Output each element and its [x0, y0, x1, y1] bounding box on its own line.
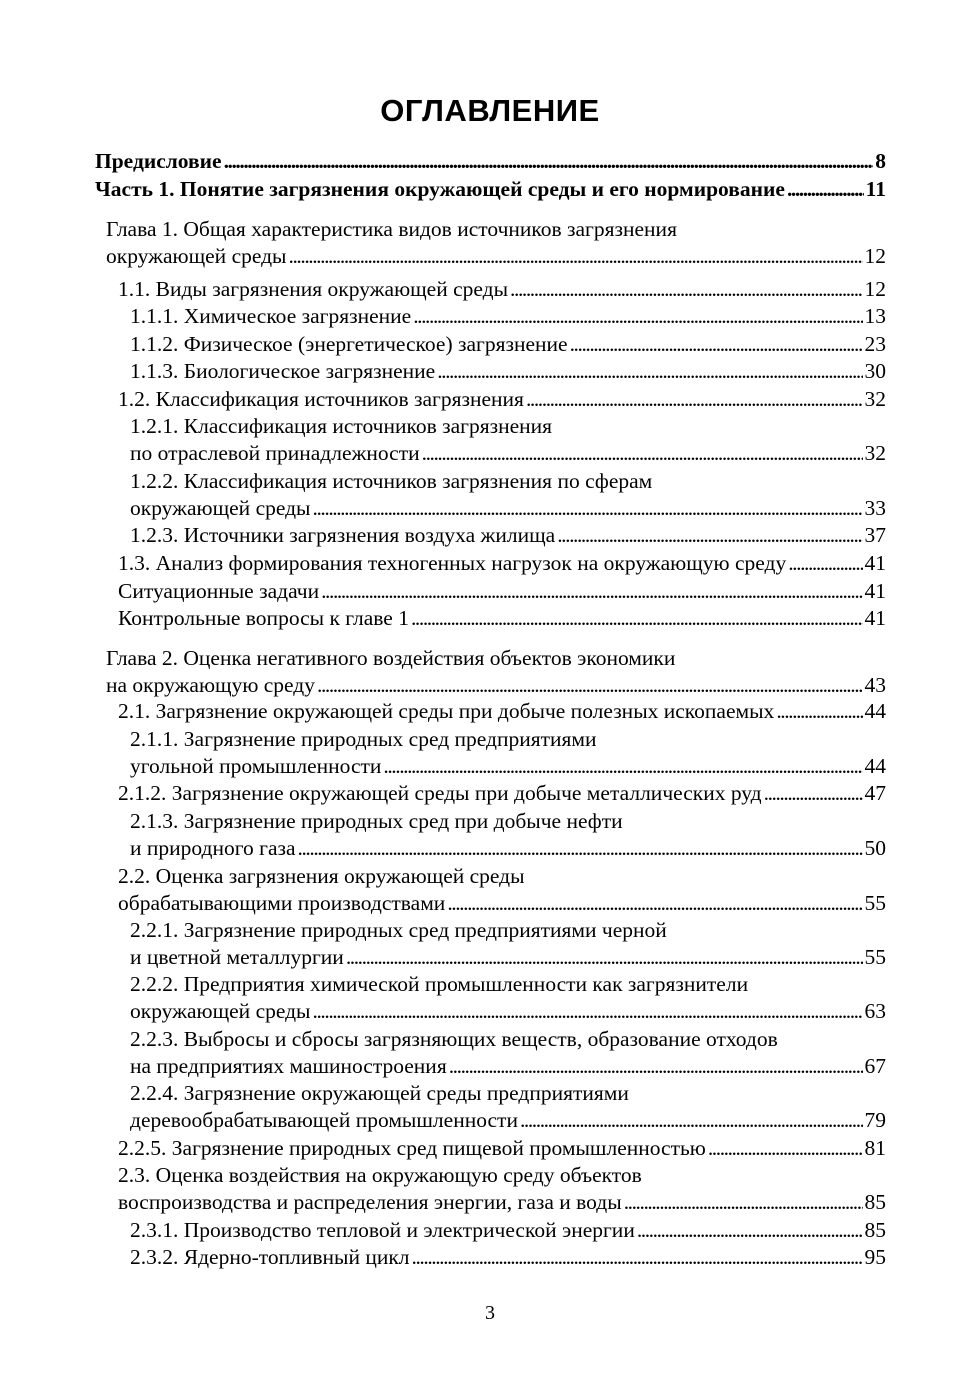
- toc-entry-page: 85: [864, 1218, 886, 1242]
- dot-leader: [437, 358, 862, 385]
- toc-entry[interactable]: [118, 550, 886, 577]
- toc-entry-page: 41: [864, 606, 886, 630]
- toc-entry-row: [118, 1189, 886, 1216]
- toc-entry-title-line: 2.2.2. Предприятия химической промышленности как загрязнители: [130, 972, 749, 996]
- toc-entry-title: по отраслевой принадлежности: [130, 441, 420, 465]
- toc-entry-page: 8: [875, 149, 886, 173]
- toc-entry-row: [130, 1053, 886, 1080]
- toc-entry-page: 12: [864, 277, 886, 301]
- toc-entry-row: [130, 331, 886, 358]
- toc-entry-page: 67: [864, 1054, 886, 1078]
- toc-entry[interactable]: [118, 276, 886, 303]
- toc-entry[interactable]: [130, 331, 886, 358]
- toc-entry[interactable]: [95, 176, 886, 203]
- toc-entry-title-line: Глава 2. Оценка негативного воздействия объектов экономики: [106, 646, 676, 670]
- toc-entry-row: [130, 358, 886, 385]
- toc-entry[interactable]: [118, 780, 886, 807]
- toc-entry-page: 44: [864, 699, 886, 723]
- toc-entry-title: на окружающую среду: [106, 673, 315, 697]
- toc-entry-row: [118, 578, 886, 605]
- toc-entry[interactable]: [130, 468, 886, 522]
- toc-entry-title: Ситуационные задачи: [118, 579, 320, 603]
- toc-entry[interactable]: [118, 605, 886, 632]
- toc-entry-title: деревообрабатывающей промышленности: [130, 1108, 518, 1132]
- toc-entry[interactable]: [130, 522, 886, 549]
- toc-entry-page: 95: [864, 1245, 886, 1269]
- dot-leader: [317, 672, 863, 699]
- toc-entry-row: [130, 495, 886, 522]
- toc-entry-title: 1.1.1. Химическое загрязнение: [130, 304, 412, 328]
- toc-entry-page: 37: [864, 523, 886, 547]
- toc-entry-page: 63: [864, 999, 886, 1023]
- toc-entry-row: [118, 890, 886, 917]
- toc-entry-title: Предисловие: [95, 149, 222, 173]
- dot-leader: [412, 1244, 863, 1271]
- toc-entry-page: 43: [864, 673, 886, 697]
- toc-entry-page: 55: [864, 945, 886, 969]
- toc-entry-page: 32: [864, 441, 886, 465]
- toc-entry-title-line: 2.2.1. Загрязнение природных сред предприятиями черной: [130, 918, 667, 942]
- toc-entry-title: 2.1.2. Загрязнение окружающей среды при добыче металлических руд: [118, 781, 762, 805]
- toc-entry-title: 1.2. Классификация источников загрязнения: [118, 387, 524, 411]
- toc-entry-page: 81: [864, 1136, 886, 1160]
- toc-entry-page: 12: [864, 244, 886, 268]
- toc-entry-row: [130, 1217, 886, 1244]
- toc-entry-title: Контрольные вопросы к главе 1: [118, 606, 409, 630]
- toc-entry[interactable]: [130, 358, 886, 385]
- toc-entry-title-line: 1.2.1. Классификация источников загрязнения: [130, 414, 553, 438]
- toc-entry-row: [130, 522, 886, 549]
- dot-leader: [510, 276, 862, 303]
- toc-entry-title: 1.2.3. Источники загрязнения воздуха жилища: [130, 523, 556, 547]
- toc-entry-row: [118, 386, 886, 413]
- toc-entry-title: угольной промышленности: [130, 754, 382, 778]
- toc-entry-row: [130, 1107, 886, 1134]
- page-title: ОГЛАВЛЕНИЕ: [380, 93, 600, 128]
- toc-entry-page: 41: [864, 551, 886, 575]
- toc-entry-page: 47: [864, 781, 886, 805]
- toc-entry-title: воспроизводства и распределения энергии, газа и воды: [118, 1190, 622, 1214]
- toc-entry-title: Часть 1. Понятие загрязнения окружающей среды и его нормирование: [95, 177, 785, 201]
- dot-leader: [570, 331, 863, 358]
- toc-entry-row: [118, 1135, 886, 1162]
- dot-leader: [413, 303, 862, 330]
- toc-entry-title: окружающей среды: [130, 999, 311, 1023]
- toc-entry-title-line: Глава 1. Общая характеристика видов источников загрязнения: [106, 217, 677, 241]
- toc-entry-page: 30: [864, 359, 886, 383]
- toc-entry-row: [95, 176, 886, 203]
- toc-entry[interactable]: [130, 726, 886, 780]
- toc-entry-row: [130, 835, 886, 862]
- toc-entry-row: [106, 243, 886, 270]
- toc-entry-title-line: 1.2.2. Классификация источников загрязнения по сферам: [130, 469, 653, 493]
- toc-entry-title-line: 2.2. Оценка загрязнения окружающей среды: [118, 864, 525, 888]
- dot-leader: [449, 1053, 863, 1080]
- toc-entry-title: 1.1.2. Физическое (энергетическое) загрязнение: [130, 332, 568, 356]
- toc-entry-page: 13: [864, 304, 886, 328]
- dot-leader: [447, 890, 862, 917]
- toc-entry-title: и природного газа: [130, 836, 296, 860]
- dot-leader: [313, 495, 863, 522]
- toc-entry[interactable]: [118, 578, 886, 605]
- toc-entry-title-line: 2.2.4. Загрязнение окружающей среды предприятиями: [130, 1081, 629, 1105]
- dot-leader: [526, 386, 863, 413]
- dot-leader: [624, 1189, 863, 1216]
- toc-entry-title: окружающей среды: [106, 244, 287, 268]
- toc-entry-title: и цветной металлургии: [130, 945, 344, 969]
- toc-entry[interactable]: [118, 698, 886, 725]
- toc-entry[interactable]: [106, 216, 886, 270]
- toc-entry-page: 23: [864, 332, 886, 356]
- toc-entry[interactable]: [130, 971, 886, 1025]
- toc-entry[interactable]: [130, 917, 886, 971]
- dot-leader: [321, 578, 862, 605]
- toc-entry-row: [130, 753, 886, 780]
- toc-entry[interactable]: [95, 148, 886, 175]
- toc-entry[interactable]: [130, 1080, 886, 1134]
- dot-leader: [298, 835, 863, 862]
- dot-leader: [776, 698, 862, 725]
- dot-leader: [289, 243, 863, 270]
- dot-leader: [787, 176, 864, 203]
- toc-entry-title: обрабатывающими производствами: [118, 891, 446, 915]
- toc-entry-title: окружающей среды: [130, 496, 311, 520]
- toc-entry-title: 2.3.2. Ядерно-топливный цикл: [130, 1245, 410, 1269]
- toc-entry-row: [118, 605, 886, 632]
- dot-leader: [788, 550, 862, 577]
- toc-entry[interactable]: [130, 808, 886, 862]
- dot-leader: [422, 440, 863, 467]
- toc-entry-page: 41: [864, 579, 886, 603]
- toc-entry[interactable]: [130, 1244, 886, 1271]
- dot-leader: [383, 753, 862, 780]
- toc-entry-row: [106, 672, 886, 699]
- toc-entry-row: [118, 550, 886, 577]
- toc-entry[interactable]: [118, 386, 886, 413]
- toc-entry-row: [130, 998, 886, 1025]
- toc-entry[interactable]: [130, 1217, 886, 1244]
- toc-entry-page: 85: [864, 1190, 886, 1214]
- toc-entry-title-line: 2.1.1. Загрязнение природных сред предприятиями: [130, 727, 597, 751]
- dot-leader: [708, 1135, 863, 1162]
- dot-leader: [313, 998, 863, 1025]
- toc-entry-row: [130, 303, 886, 330]
- toc-entry-title: 2.3.1. Производство тепловой и электрической энергии: [130, 1218, 635, 1242]
- toc-entry-title: 2.2.5. Загрязнение природных сред пищевой промышленностью: [118, 1136, 706, 1160]
- toc-entry-row: [130, 440, 886, 467]
- toc-entry-title: 1.1. Виды загрязнения окружающей среды: [118, 277, 509, 301]
- page-number: 3: [485, 1302, 495, 1324]
- toc-entry[interactable]: [106, 645, 886, 699]
- toc-entry-row: [95, 148, 886, 175]
- toc-entry[interactable]: [130, 303, 886, 330]
- toc-entry-title: 1.3. Анализ формирования техногенных нагрузок на окружающую среду: [118, 551, 787, 575]
- toc-entry-page: 79: [864, 1108, 886, 1132]
- toc-entry-page: 11: [865, 177, 886, 201]
- toc-entry[interactable]: [118, 1162, 886, 1216]
- toc-entry-title-line: 2.3. Оценка воздействия на окружающую среду объектов: [118, 1163, 642, 1187]
- toc-entry[interactable]: [118, 863, 886, 917]
- dot-leader: [764, 780, 863, 807]
- toc-entry-page: 55: [864, 891, 886, 915]
- toc-entry[interactable]: [118, 1135, 886, 1162]
- toc-entry-page: 44: [864, 754, 886, 778]
- toc-entry-row: [118, 276, 886, 303]
- toc-entry-row: [130, 1244, 886, 1271]
- toc-entry-page: 33: [864, 496, 886, 520]
- toc-entry[interactable]: [130, 413, 886, 467]
- dot-leader: [557, 522, 862, 549]
- toc-entry-title-line: 2.1.3. Загрязнение природных сред при добыче нефти: [130, 809, 623, 833]
- toc-entry-title-line: 2.2.3. Выбросы и сбросы загрязняющих веществ, образование отходов: [130, 1027, 778, 1051]
- toc-entry-row: [118, 698, 886, 725]
- dot-leader: [637, 1217, 863, 1244]
- toc-entry-row: [130, 944, 886, 971]
- toc-entry-page: 32: [864, 387, 886, 411]
- dot-leader: [411, 605, 863, 632]
- dot-leader: [520, 1107, 863, 1134]
- toc-entry-row: [118, 780, 886, 807]
- toc-entry-title: на предприятиях машиностроения: [130, 1054, 447, 1078]
- toc-entry-title: 2.1. Загрязнение окружающей среды при добыче полезных ископаемых: [118, 699, 775, 723]
- toc-entry-page: 50: [864, 836, 886, 860]
- toc-entry[interactable]: [130, 1026, 886, 1080]
- toc-entry-title: 1.1.3. Биологическое загрязнение: [130, 359, 436, 383]
- dot-leader: [346, 944, 863, 971]
- dot-leader: [224, 148, 874, 175]
